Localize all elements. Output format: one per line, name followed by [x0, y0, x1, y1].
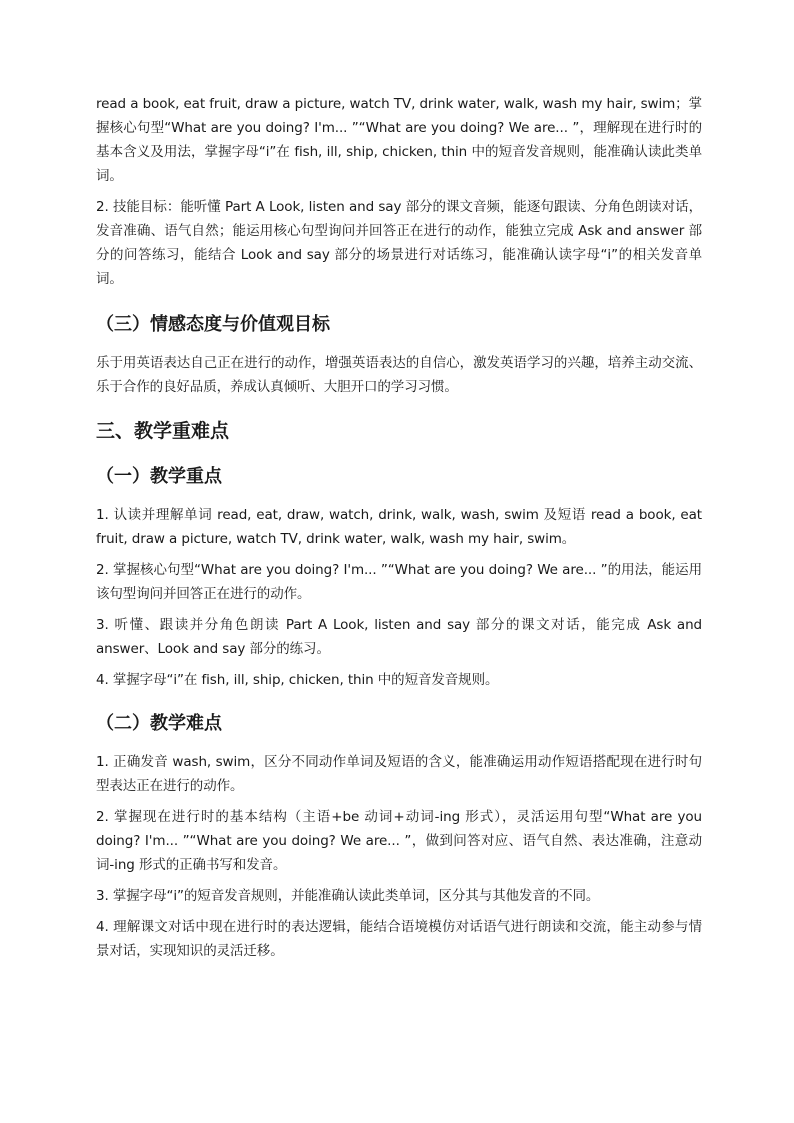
section-three-heading: 三、教学重难点: [96, 420, 230, 442]
difficult-points-heading: （二）教学难点: [96, 713, 222, 734]
attitude-heading: （三）情感态度与价值观目标: [96, 314, 330, 335]
skill-objective-paragraph: 2. 技能目标：能听懂 Part A Look, listen and say 部分的课文音频，能逐句跟读、分角色朗读对话，发音准确、语气自然；能运用核心句型询问并回答正在进行的动作，能独立完成 Ask and answer 部分的问答练习，能结合 Look and say 部分的场景进行对话练习，能准确认读字母“i”的相关发音单词。: [96, 199, 702, 287]
difficult-point-item: 3. 掌握字母“i”的短音发音规则，并能准确认读此类单词，区分其与其他发音的不同。: [96, 888, 600, 904]
difficult-point-item: 2. 掌握现在进行时的基本结构（主语+be 动词+动词-ing 形式），灵活运用句型“What are you doing? I'm... ”“What are you doing? We are... ”，做到问答对应、语气自然、表达准确，注意动词-ing 形式的正确书写和发音。: [96, 809, 702, 873]
key-point-item: 1. 认读并理解单词 read, eat, draw, watch, drink, walk, wash, swim 及短语 read a book, eat fruit, draw a picture, watch TV, drink water, walk, wash my hair, swim。: [96, 507, 702, 547]
key-point-item: 4. 掌握字母“i”在 fish, ill, ship, chicken, thin 中的短音发音规则。: [96, 672, 499, 688]
intro-paragraph: read a book, eat fruit, draw a picture, watch TV, drink water, walk, wash my hair, swim；掌握核心句型“What are you doing? I'm... ”“What are you doing? We are... ”，理解现在进行时的基本含义及用法，掌握字母“i”在 fish, ill, ship, chicken, thin 中的短音发音规则，能准确认读此类单词。: [96, 96, 702, 184]
key-point-item: 3. 听懂、跟读并分角色朗读 Part A Look, listen and say 部分的课文对话，能完成 Ask and answer、Look and say 部分的练习。: [96, 617, 702, 657]
key-points-heading: （一）教学重点: [96, 466, 222, 487]
difficult-point-item: 1. 正确发音 wash, swim，区分不同动作单词及短语的含义，能准确运用动作短语搭配现在进行时句型表达正在进行的动作。: [96, 754, 702, 794]
document-page: [96, 92, 702, 970]
key-point-item: 2. 掌握核心句型“What are you doing? I'm... ”“What are you doing? We are... ”的用法，能运用该句型询问并回答正在进行的动作。: [96, 562, 702, 602]
difficult-point-item: 4. 理解课文对话中现在进行时的表达逻辑，能结合语境模仿对话语气进行朗读和交流，能主动参与情景对话，实现知识的灵活迁移。: [96, 919, 702, 959]
attitude-paragraph: 乐于用英语表达自己正在进行的动作，增强英语表达的自信心，激发英语学习的兴趣，培养主动交流、乐于合作的良好品质，养成认真倾听、大胆开口的学习习惯。: [96, 355, 702, 395]
